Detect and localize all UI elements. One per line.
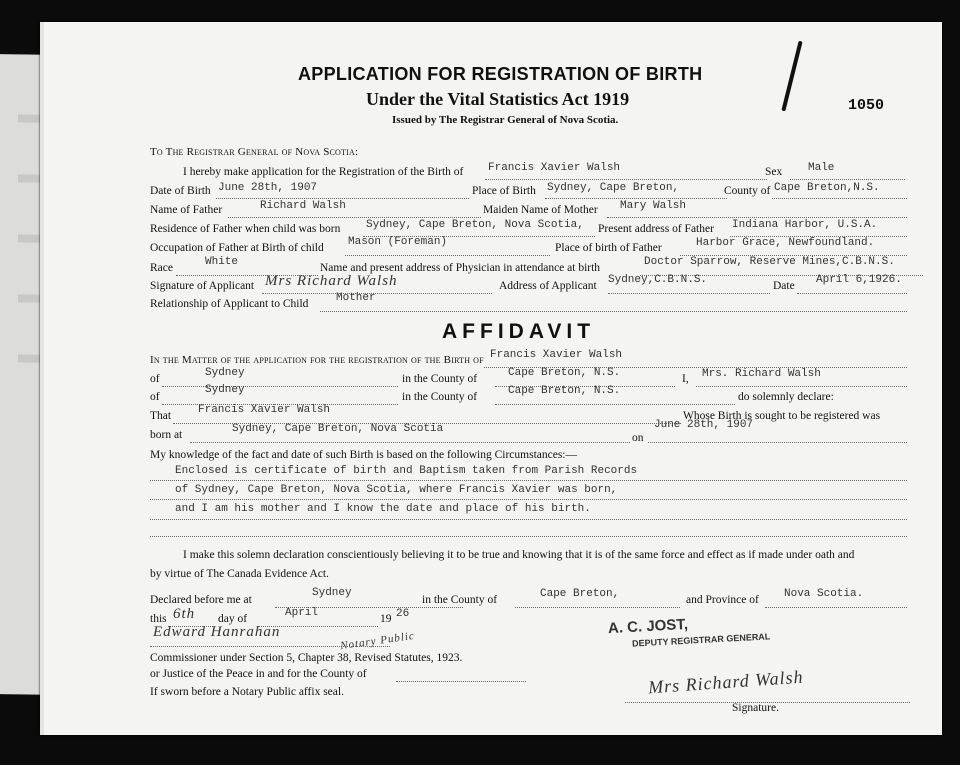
sex-label: Sex	[765, 166, 783, 178]
circumstance-line-3: and I am his mother and I know the date and place of his birth.	[175, 503, 591, 515]
signature-label: Signature.	[732, 702, 779, 714]
dotted-line	[648, 442, 907, 443]
date-field: April 6,1926.	[816, 274, 902, 286]
notary-public-note: Notary Public	[339, 629, 416, 653]
date-label: Date	[773, 280, 795, 292]
applicant-address-label: Address of Applicant	[499, 280, 597, 292]
physician-label: Name and present address of Physician in attendance at birth	[320, 262, 601, 274]
child-name-field: Francis Xavier Walsh	[488, 162, 621, 174]
dotted-line	[515, 607, 680, 608]
commissioner-line: Commissioner under Section 5, Chapter 38, Revised Statutes, 1923.	[150, 652, 463, 664]
dotted-line	[396, 681, 526, 682]
place-label: Place of Birth	[472, 185, 536, 197]
issued-by: Issued by The Registrar General of Nova Scotia.	[392, 114, 619, 126]
this-label: this	[150, 613, 167, 625]
county-field-1: Cape Breton, N.S.	[508, 367, 621, 379]
dotted-line	[495, 404, 735, 405]
dotted-line	[545, 198, 727, 199]
of-label-2: of	[150, 391, 160, 403]
solemnly-declare: do solemnly declare:	[738, 391, 834, 403]
commissioner-signature: Edward Hanrahan	[153, 624, 281, 640]
present-address-field: Indiana Harbor, U.S.A.	[732, 219, 878, 231]
father-birthplace-field: Harbor Grace, Newfoundland.	[696, 237, 875, 249]
addressee-line: To The Registrar General of Nova Scotia:	[150, 146, 359, 158]
dotted-line	[162, 386, 398, 387]
province-label: and Province of	[686, 594, 759, 606]
declarant-field: Mrs. Richard Walsh	[702, 368, 821, 380]
page-edge	[40, 22, 44, 735]
dob-field: June 28th, 1907	[218, 182, 318, 194]
declaration-line-1: I make this solemn declaration conscientiously believing it to be true and knowing that it is of the same force and effect as if made under oath and	[183, 549, 855, 561]
pen-mark	[781, 41, 802, 112]
that-label: That	[150, 410, 172, 422]
dotted-line	[345, 255, 550, 256]
dotted-line	[150, 480, 907, 481]
form-subtitle: Under the Vital Statistics Act 1919	[366, 89, 630, 109]
deputy-registrar-stamp-title: DEPUTY REGISTRAR GENERAL	[631, 631, 771, 649]
place-field: Sydney, Cape Breton,	[547, 182, 680, 194]
born-at-field: Sydney, Cape Breton, Nova Scotia	[232, 423, 444, 435]
county-label-3: in the County of	[422, 594, 498, 606]
dotted-line	[485, 179, 767, 180]
of-label: of	[150, 373, 160, 385]
month-field: April	[285, 607, 319, 619]
county-field-2: Cape Breton, N.S.	[508, 385, 621, 397]
day-field: 6th	[173, 606, 196, 622]
dob-label: Date of Birth	[150, 185, 211, 197]
declaration-line-2: by virtue of The Canada Evidence Act.	[150, 568, 329, 580]
mother-label: Maiden Name of Mother	[483, 204, 598, 216]
dotted-line	[696, 386, 907, 387]
dotted-line	[190, 442, 630, 443]
residence-label: Residence of Father when child was born	[150, 223, 341, 235]
mother-field: Mary Walsh	[620, 200, 687, 212]
knowledge-label: My knowledge of the fact and date of such Birth is based on the following Circumstances:—	[150, 449, 577, 461]
applicant-address-field: Sydney,C.B.N.S.	[608, 274, 708, 286]
father-field: Richard Walsh	[260, 200, 346, 212]
circumstance-line-1: Enclosed is certificate of birth and Baptism taken from Parish Records	[175, 465, 638, 477]
dotted-line	[150, 646, 390, 647]
justice-line: or Justice of the Peace in and for the County of	[150, 668, 367, 680]
father-label: Name of Father	[150, 204, 223, 216]
on-date-field: June 28th, 1907	[654, 419, 754, 431]
matter-name-field: Francis Xavier Walsh	[490, 349, 623, 361]
birth-application-form	[40, 22, 942, 735]
deputy-registrar-stamp-name: A. C. JOST,	[607, 615, 689, 638]
whose-birth-text: Whose Birth is sought to be registered was	[683, 410, 881, 422]
intro-label: I hereby make application for the Registration of the Birth of	[183, 166, 464, 178]
year-field: 26	[396, 608, 410, 620]
dotted-line	[228, 217, 481, 218]
dotted-line	[150, 499, 907, 500]
county-field-3: Cape Breton,	[540, 588, 620, 600]
occupation-label: Occupation of Father at Birth of child	[150, 242, 324, 254]
residence-field: Sydney, Cape Breton, Nova Scotia,	[366, 219, 584, 231]
occupation-field: Mason (Foreman)	[348, 236, 448, 248]
present-address-label: Present address of Father	[598, 223, 714, 235]
declared-label: Declared before me at	[150, 594, 252, 606]
relationship-label: Relationship of Applicant to Child	[150, 298, 309, 310]
dotted-line	[320, 311, 907, 312]
dotted-line	[765, 607, 907, 608]
that-name-field: Francis Xavier Walsh	[198, 404, 331, 416]
relationship-field: Mother	[336, 292, 376, 304]
dotted-line	[797, 293, 907, 294]
dotted-line	[607, 217, 907, 218]
of-field-2: Sydney	[205, 384, 245, 396]
circumstance-line-2: of Sydney, Cape Breton, Nova Scotia, where Francis Xavier was born,	[175, 484, 618, 496]
sex-field: Male	[808, 162, 835, 174]
dotted-line	[262, 293, 492, 294]
form-title: APPLICATION FOR REGISTRATION OF BIRTH	[298, 64, 703, 84]
dotted-line	[608, 293, 770, 294]
dotted-line	[790, 179, 905, 180]
county-label: County of	[724, 185, 771, 197]
of-field-1: Sydney	[205, 367, 245, 379]
dotted-line	[772, 198, 907, 199]
on-label: on	[632, 432, 644, 444]
i-label: I,	[682, 373, 689, 385]
dotted-line	[216, 198, 469, 199]
father-birthplace-label: Place of birth of Father	[555, 242, 662, 254]
declarant-signature: Mrs Richard Walsh	[647, 666, 805, 698]
registration-number: 1050	[848, 97, 885, 114]
race-field: White	[205, 256, 239, 268]
sworn-line: If sworn before a Notary Public affix seal.	[150, 686, 344, 698]
applicant-signature: Mrs Richard Walsh	[265, 273, 398, 289]
affidavit-heading: AFFIDAVIT	[442, 320, 596, 343]
county-label-1: in the County of	[402, 373, 478, 385]
county-field: Cape Breton,N.S.	[774, 182, 880, 194]
race-label: Race	[150, 262, 173, 274]
dotted-line	[150, 536, 907, 537]
province-field: Nova Scotia.	[784, 588, 864, 600]
born-at-label: born at	[150, 429, 183, 441]
applicant-signature-label: Signature of Applicant	[150, 280, 255, 292]
day-of-label: day of	[218, 613, 248, 625]
year-prefix: 19	[380, 613, 392, 625]
dotted-line	[150, 519, 907, 520]
county-label-2: in the County of	[402, 391, 478, 403]
physician-field: Doctor Sparrow, Reserve Mines,C.B.N.S.	[644, 256, 895, 268]
declared-at-field: Sydney	[312, 587, 352, 599]
matter-label: In the Matter of the application for the registration of the Birth of	[150, 354, 484, 366]
